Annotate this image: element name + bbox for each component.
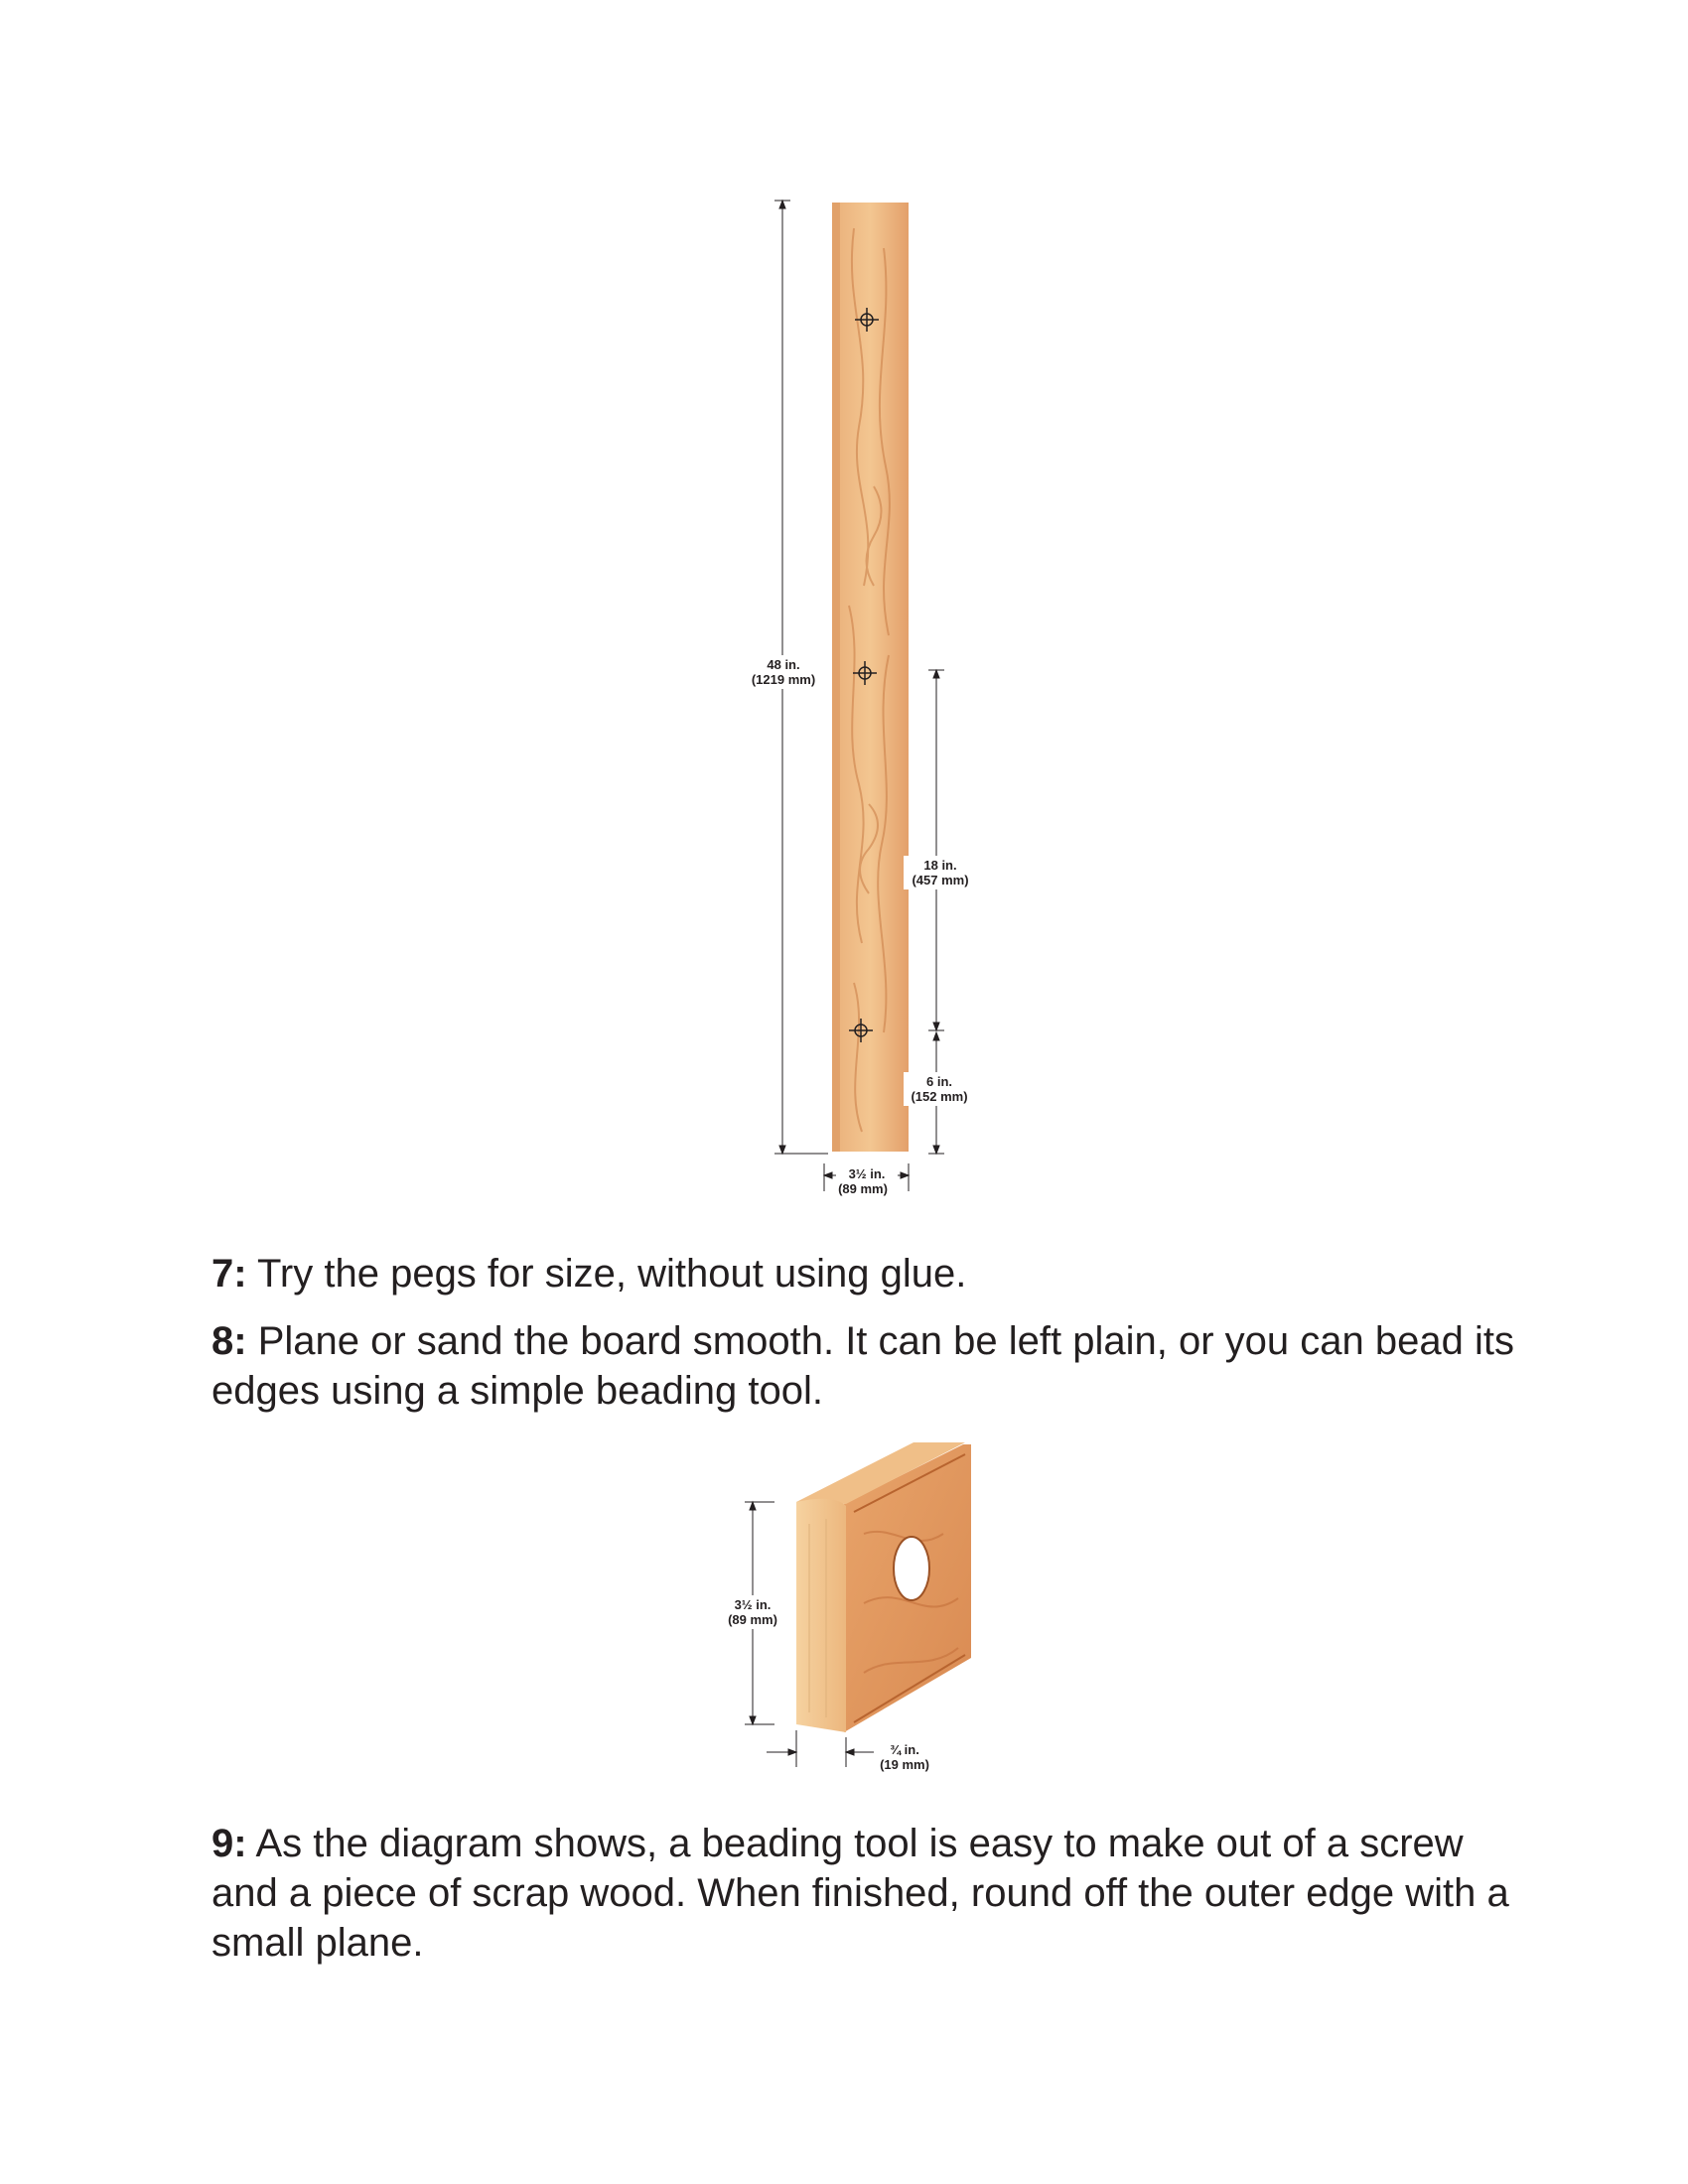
step-8	[211, 1316, 1522, 1416]
screw-hole	[894, 1537, 929, 1600]
step-9-number: 9:	[211, 1822, 247, 1865]
board	[832, 203, 909, 1152]
width-label-imperial: 3½ in.	[848, 1166, 886, 1181]
peg-board-diagram	[725, 189, 1003, 1211]
height-label-imperial: 3½ in.	[734, 1597, 772, 1612]
peg-spacing-dimension-line	[928, 670, 944, 1030]
step-7-number: 7:	[211, 1252, 247, 1296]
end-offset-label-imperial: 6 in.	[925, 1074, 953, 1089]
thickness-dimension-line	[767, 1730, 874, 1767]
width-label-metric: (89 mm)	[838, 1181, 888, 1196]
length-label-imperial: 48 in.	[767, 657, 800, 672]
end-offset-label-metric: (152 mm)	[911, 1089, 968, 1104]
beading-tool-diagram	[715, 1434, 993, 1777]
peg-spacing-label-imperial: 18 in.	[923, 858, 957, 873]
step-9-text: As the diagram shows, a beading tool is easy to make out of a screw and a piece of scrap wood. When finished, round off the outer edge with a small plane.	[211, 1822, 1509, 1965]
step-7	[211, 1249, 1522, 1298]
thickness-label-metric: (19 mm)	[880, 1757, 929, 1772]
thickness-label-imperial: ¾ in.	[890, 1742, 919, 1757]
step-8-text: Plane or sand the board smooth. It can be left plain, or you can bead its edges using a simple beading tool.	[211, 1319, 1514, 1413]
height-label-metric: (89 mm)	[728, 1612, 777, 1627]
beading-tool-illustration	[715, 1434, 993, 1777]
length-label-metric: (1219 mm)	[751, 672, 816, 687]
step-8-number: 8:	[211, 1319, 247, 1363]
peg-board-illustration	[725, 189, 1003, 1211]
step-9	[211, 1819, 1522, 1968]
block-side	[796, 1499, 846, 1732]
step-7-text: Try the pegs for size, without using glue.	[256, 1252, 967, 1296]
peg-spacing-label-metric: (457 mm)	[912, 873, 969, 887]
